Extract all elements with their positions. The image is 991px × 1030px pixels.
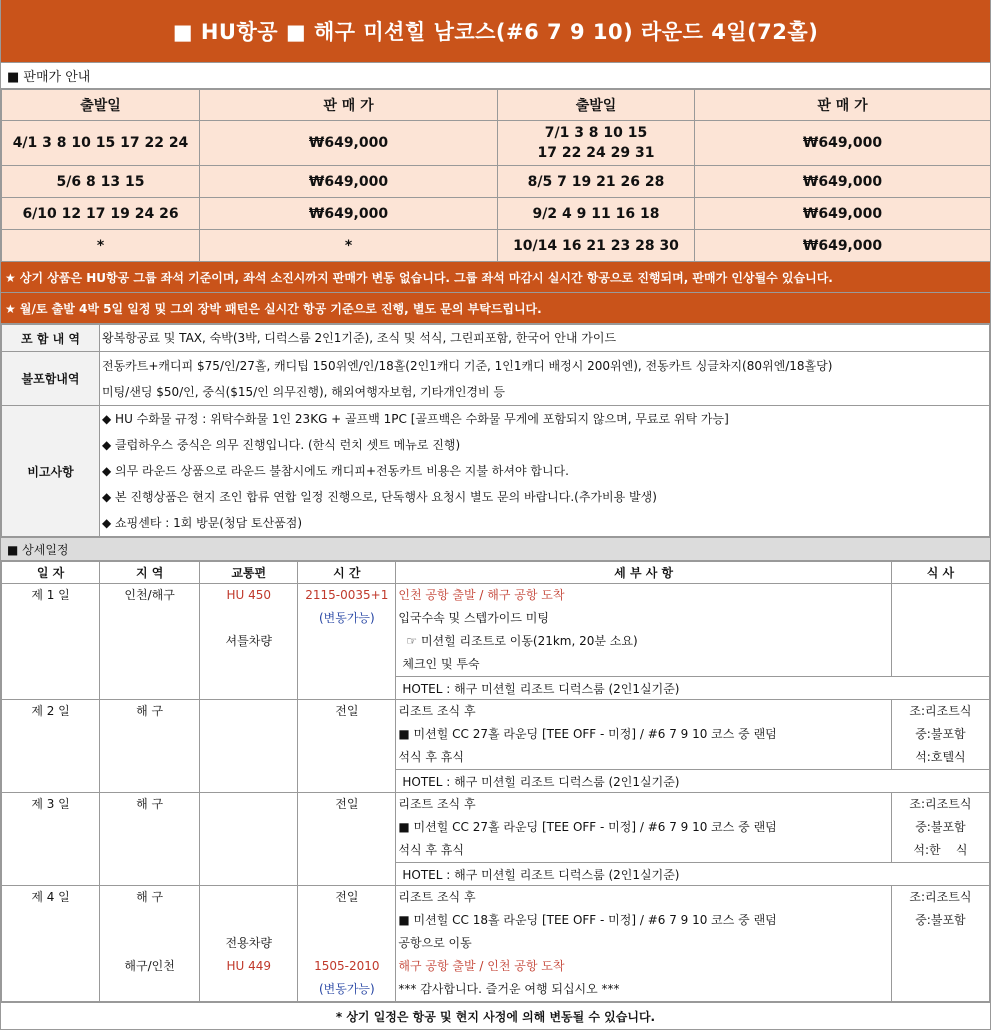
page-title: ■ HU항공 ■ 해구 미션힐 남코스(#6 7 9 10) 라운드 4일(72홀) [1,0,990,62]
region-cell: 해 구 [100,700,200,793]
header-region: 지 역 [100,562,200,584]
header-departure: 출발일 [2,90,200,121]
info-table [1,324,990,537]
price-value: ₩649,000 [695,230,991,262]
remark-line: ◆ 클럽하우스 중식은 의무 진행입니다. (한식 런치 셋트 메뉴로 진행) [102,438,461,452]
day-label: 제 3 일 [2,793,100,886]
price-value: ₩649,000 [695,121,991,166]
header-price: 판 매 가 [200,90,498,121]
notice-banner: ★ 월/토 출발 4박 5일 일정 및 그외 장박 패턴은 실시간 항공 기준으로 진행, 별도 문의 부탁드립니다. [1,293,990,324]
header-departure: 출발일 [498,90,695,121]
price-row [2,166,991,198]
time-cell: 전일 1505-2010 (변동가능) [298,886,396,1002]
remark-line: ◆ 본 진행상품은 현지 조인 합류 연합 일정 진행으로, 단독행사 요청시 별도 문의 바랍니다.(추가비용 발생) [102,490,657,504]
schedule-day-row [2,793,990,863]
remark-line: ◆ 쇼핑센타 : 1회 방문(청담 토산품점) [102,516,303,530]
include-label: 포 함 내 역 [2,325,100,352]
header-day: 일 자 [2,562,100,584]
remark-line: ◆ HU 수화물 규정 : 위탁수화물 1인 23KG + 골프백 1PC [골프백은 수화물 무게에 포함되지 않으며, 무료로 위탁 가능] [102,412,729,426]
price-table [1,89,991,262]
schedule-footer-note: * 상기 일정은 항공 및 현지 사정에 의해 변동될 수 있습니다. [1,1002,990,1030]
region-cell: 해 구 [100,793,200,886]
schedule-heading: ■ 상세일정 [1,537,990,561]
schedule-table [1,561,990,1002]
price-row [2,230,991,262]
exclude-line: 전동카트+캐디피 $75/인/27홀, 캐디팁 150위엔/인/18홀(2인1캐디 기준, 1인1캐디 배정시 200위엔), 전동카트 싱글차지(80위엔/18홀당) [102,358,833,373]
details-cell: 리조트 조식 후 ■ 미션힐 CC 27홀 라운딩 [TEE OFF - 미정] / #6 7 9 10 코스 중 랜덤 석식 후 휴식 [396,700,892,770]
departure-dates-line: 17 22 24 29 31 [537,145,655,161]
day-label: 제 4 일 [2,886,100,1002]
region-cell: 해 구 해구/인천 [100,886,200,1002]
transport-cell [200,700,298,793]
departure-dates: 6/10 12 17 19 24 26 [2,198,200,230]
departure-dates: 4/1 3 8 10 15 17 22 24 [2,121,200,166]
price-section-heading: ■ 판매가 안내 [1,62,990,89]
meals-cell: 조:리조트식 중:불포함 석:호텔식 [891,700,989,770]
departure-dates: 8/5 7 19 21 26 28 [498,166,695,198]
departure-dates: 9/2 4 9 11 16 18 [498,198,695,230]
price-value: ₩649,000 [695,198,991,230]
details-cell: 리조트 조식 후 ■ 미션힐 CC 18홀 라운딩 [TEE OFF - 미정] / #6 7 9 10 코스 중 랜덤 공항으로 이동 해구 공항 출발 / 인천 공항 도착 *** 감사합니다. 즐거운 여행 되십시오 *** [396,886,892,1002]
details-cell: 인천 공항 출발 / 해구 공항 도착 입국수속 및 스텝가이드 미팅 ☞ 미션힐 리조트로 이동(21km, 20분 소요) 체크인 및 투숙 [396,584,892,677]
time-cell: 전일 [298,793,396,886]
schedule-header-row [2,562,990,584]
meals-cell [891,584,989,677]
schedule-day-row [2,886,990,1002]
exclude-label: 불포함내역 [2,352,100,406]
header-transport: 교통편 [200,562,298,584]
departure-dates-line: 7/1 3 8 10 15 [544,125,648,141]
departure-dates: 5/6 8 13 15 [2,166,200,198]
day-label: 제 1 일 [2,584,100,700]
price-value: ₩649,000 [200,166,498,198]
day-label: 제 2 일 [2,700,100,793]
meals-cell: 조:리조트식 중:불포함 [891,886,989,1002]
schedule-day-row [2,700,990,770]
departure-dates: 10/14 16 21 23 28 30 [498,230,695,262]
transport-cell: 전용차량 HU 449 [200,886,298,1002]
time-cell: 2115-0035+1 (변동가능) [298,584,396,700]
include-text: 왕복항공료 및 TAX, 숙박(3박, 디럭스룸 2인1기준), 조식 및 석식, 그린피포함, 한국어 안내 가이드 [100,325,990,352]
header-details: 세 부 사 항 [396,562,892,584]
hotel-line: HOTEL : 해구 미션힐 리조트 디럭스룸 (2인1실기준) [396,770,990,793]
departure-dates: * [2,230,200,262]
hotel-line: HOTEL : 해구 미션힐 리조트 디럭스룸 (2인1실기준) [396,677,990,700]
details-cell: 리조트 조식 후 ■ 미션힐 CC 27홀 라운딩 [TEE OFF - 미정] / #6 7 9 10 코스 중 랜덤 석식 후 휴식 [396,793,892,863]
hotel-line: HOTEL : 해구 미션힐 리조트 디럭스룸 (2인1실기준) [396,863,990,886]
header-time: 시 간 [298,562,396,584]
price-value: ₩649,000 [200,121,498,166]
remarks-text [100,406,990,537]
remarks-label: 비고사항 [2,406,100,537]
transport-cell [200,793,298,886]
transport-cell: HU 450 셔틀차량 [200,584,298,700]
price-row [2,198,991,230]
departure-dates [498,121,695,166]
remark-line: ◆ 의무 라운드 상품으로 라운드 불참시에도 캐디피+전동카트 비용은 지불 하셔야 합니다. [102,464,569,478]
region-cell: 인천/해구 [100,584,200,700]
time-cell: 전일 [298,700,396,793]
header-meals: 식 사 [891,562,989,584]
meals-cell: 조:리조트식 중:불포함 석:한 식 [891,793,989,863]
header-price: 판 매 가 [695,90,991,121]
price-row [2,121,991,166]
exclude-text [100,352,990,406]
price-header-row [2,90,991,121]
price-value: ₩649,000 [695,166,991,198]
price-value: ₩649,000 [200,198,498,230]
notice-banner: ★ 상기 상품은 HU항공 그룹 좌석 기준이며, 좌석 소진시까지 판매가 변동 없습니다. 그룹 좌석 마감시 실시간 항공으로 진행되며, 판매가 인상될수 있습니다. [1,262,990,293]
exclude-line: 미팅/샌딩 $50/인, 중식($15/인 의무진행), 해외여행자보험, 기타개인경비 등 [102,384,506,399]
price-value: * [200,230,498,262]
schedule-day-row [2,584,990,677]
